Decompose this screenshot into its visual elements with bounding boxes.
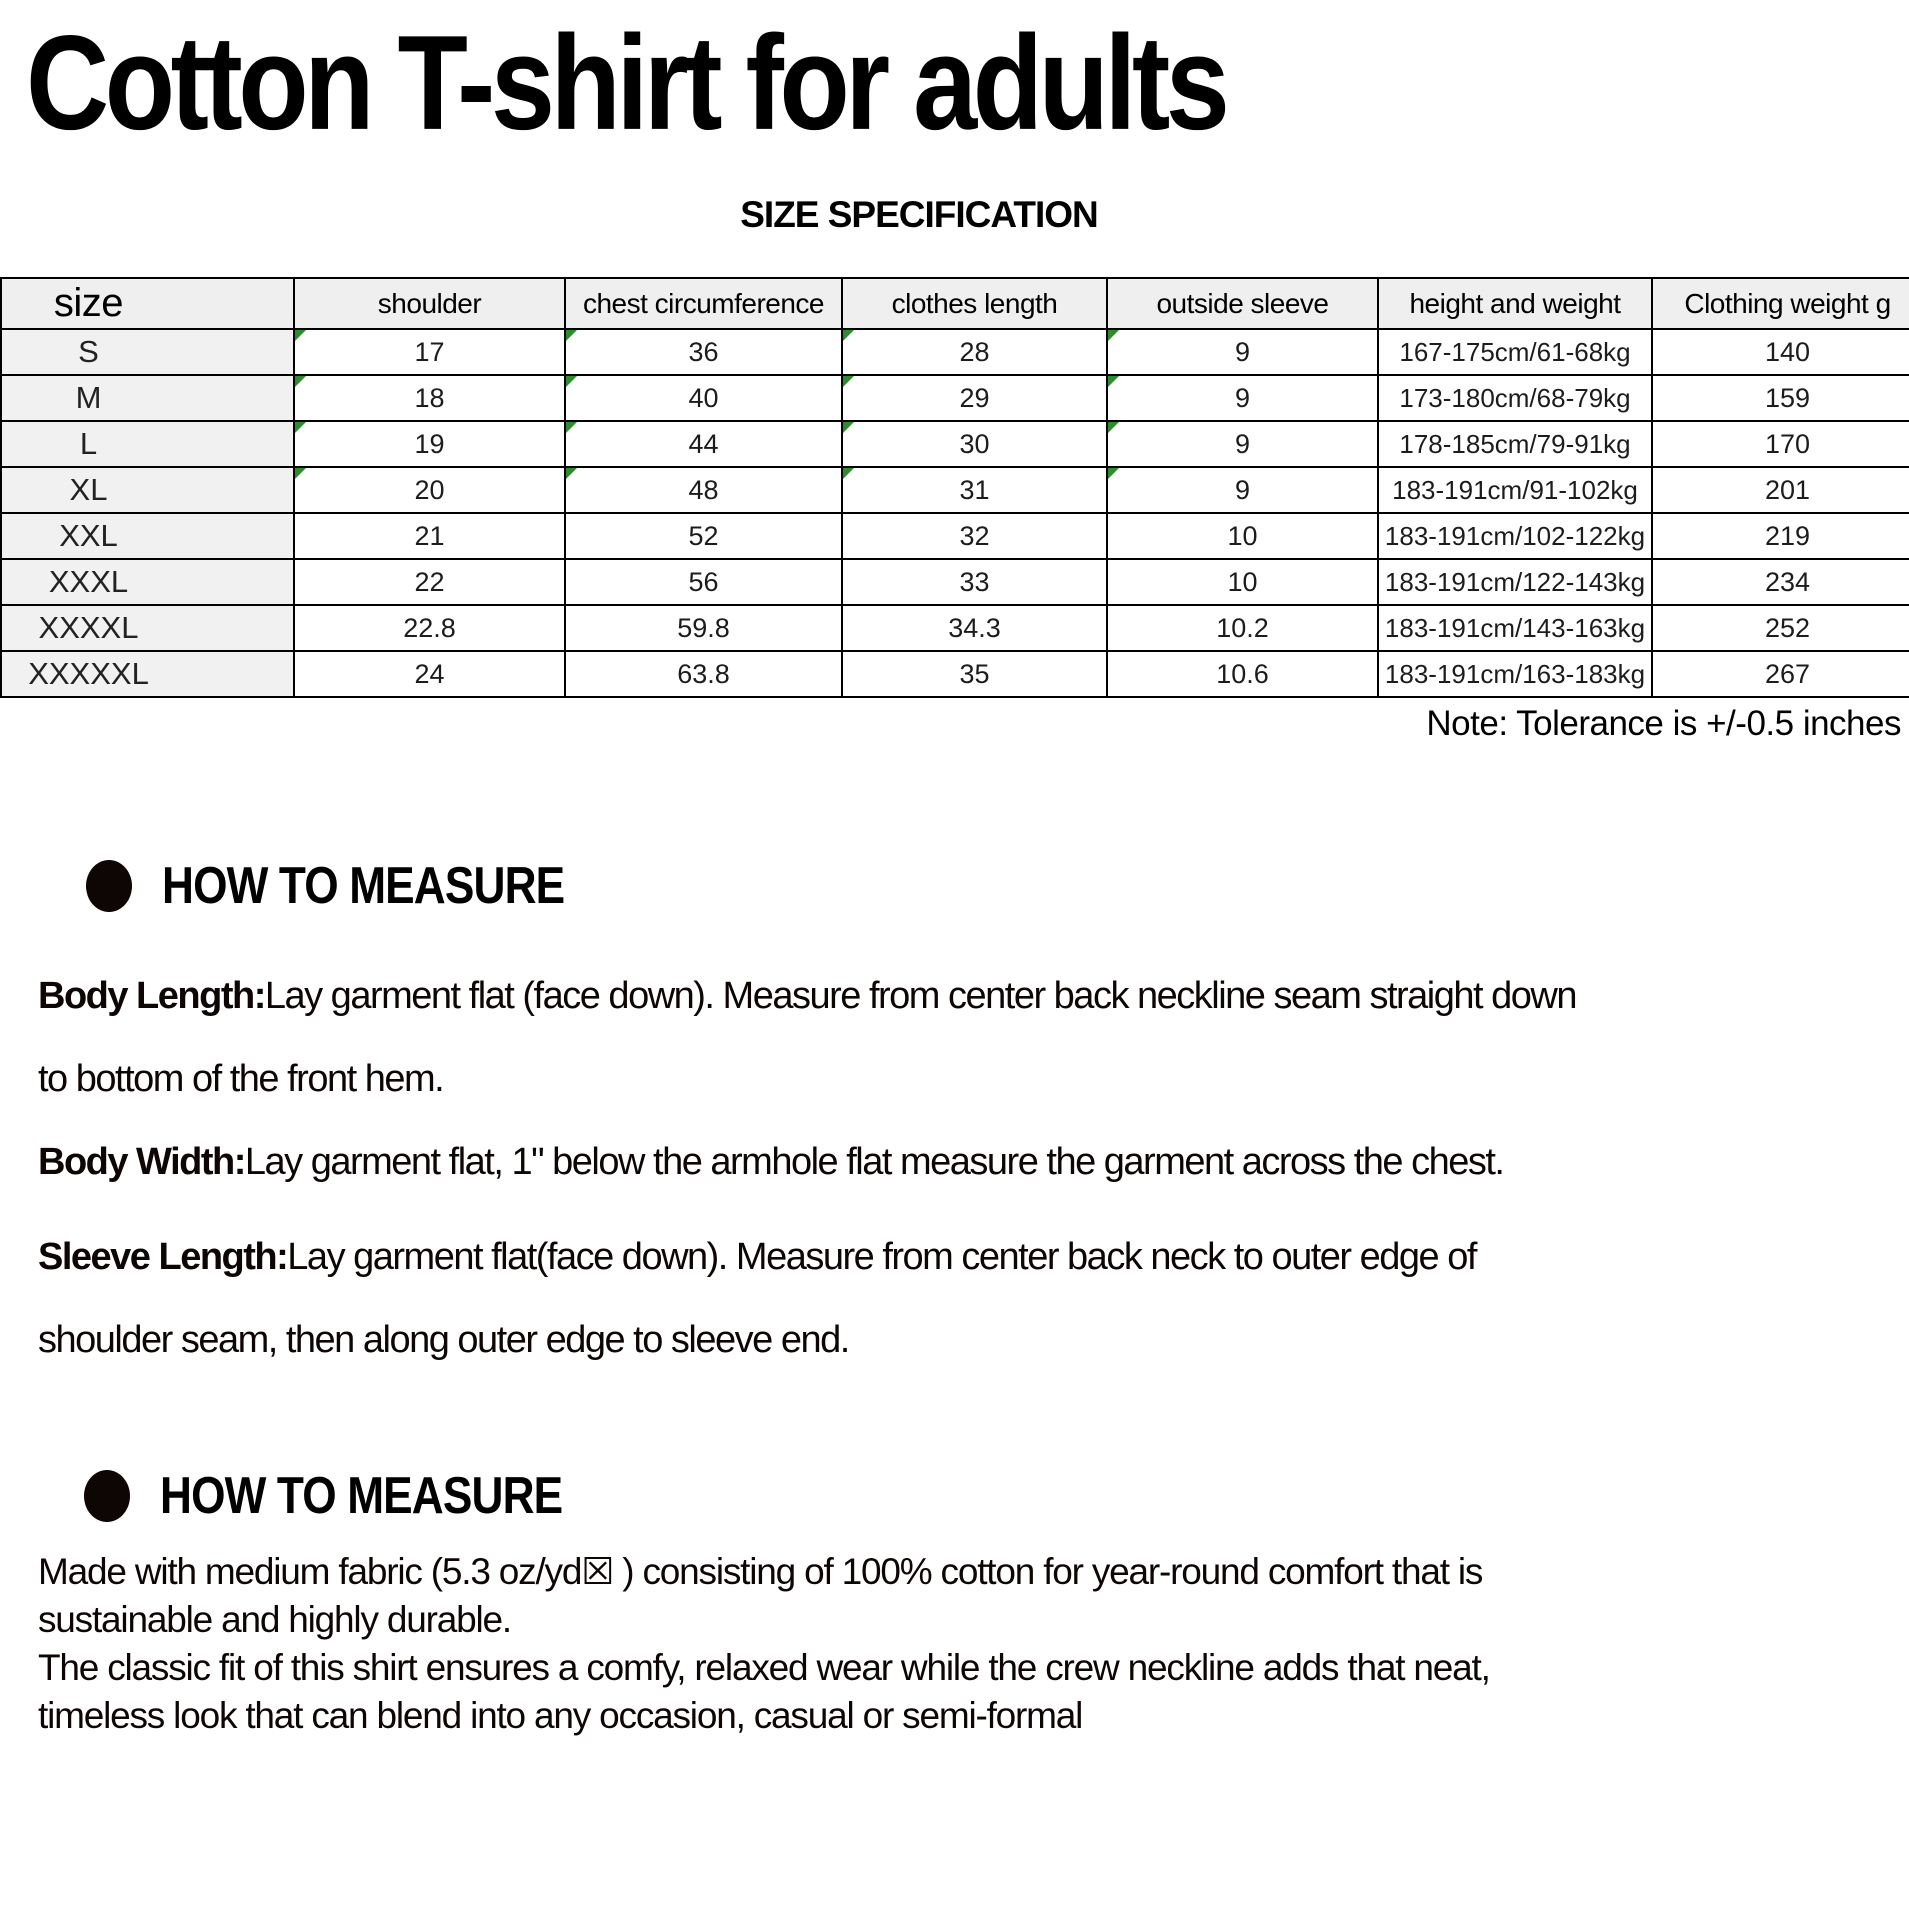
cell-height-weight: 183-191cm/91-102kg — [1378, 467, 1652, 513]
table-row-l — [1, 421, 1909, 467]
cell-size: XXXXXL — [1, 651, 294, 697]
cell-height-weight: 173-180cm/68-79kg — [1378, 375, 1652, 421]
size-specification-table — [0, 277, 1909, 698]
cell-chest — [565, 375, 842, 421]
header-row — [1, 278, 1909, 329]
cell-length: 35 — [842, 651, 1107, 697]
excel-flag-triangle — [843, 468, 854, 479]
table-row-xl — [1, 467, 1909, 513]
cell-value: 48 — [688, 474, 719, 505]
size-specification-subtitle: SIZE SPECIFICATION — [740, 194, 1098, 235]
cell-length: 34.3 — [842, 605, 1107, 651]
excel-flag-triangle — [295, 330, 306, 341]
cell-size: XXXL — [1, 559, 294, 605]
measure-item-body-width — [38, 1121, 1598, 1204]
cell-height-weight: 183-191cm/143-163kg — [1378, 605, 1652, 651]
excel-flag-triangle — [1108, 468, 1119, 479]
cell-size: XXXXL — [1, 605, 294, 651]
measure-item-sleeve-length — [38, 1216, 1598, 1382]
cell-sleeve: 10 — [1107, 513, 1378, 559]
cell-length — [842, 375, 1107, 421]
cell-size: S — [1, 329, 294, 375]
cell-sleeve — [1107, 329, 1378, 375]
cell-shoulder — [294, 421, 565, 467]
cell-clothing-weight: 140 — [1652, 329, 1909, 375]
tolerance-note: Note: Tolerance is +/-0.5 inches — [1426, 704, 1901, 743]
cell-shoulder: 22.8 — [294, 605, 565, 651]
bullet-icon — [84, 1470, 130, 1522]
cell-length — [842, 467, 1107, 513]
measure-item-text: Lay garment flat (face down). Measure from center back neckline seam straight down to bottom of the front hem. — [38, 975, 1576, 1100]
size-table-body — [1, 329, 1909, 697]
measure-item-label: Body Length: — [38, 975, 265, 1017]
cell-value: 20 — [414, 474, 445, 505]
cell-length — [842, 421, 1107, 467]
cell-value: 44 — [688, 428, 719, 459]
cell-height-weight: 178-185cm/79-91kg — [1378, 421, 1652, 467]
col-header-clothes-length: clothes length — [842, 278, 1107, 329]
size-table-header — [1, 278, 1909, 329]
cell-size: XXL — [1, 513, 294, 559]
cell-shoulder — [294, 375, 565, 421]
cell-clothing-weight: 267 — [1652, 651, 1909, 697]
measure-item-body-length — [38, 955, 1598, 1121]
heading-text: HOW TO MEASURE — [162, 857, 565, 915]
cell-length — [842, 329, 1107, 375]
cell-value: 36 — [688, 336, 719, 367]
cell-height-weight: 183-191cm/122-143kg — [1378, 559, 1652, 605]
col-header-height-and-weight: height and weight — [1378, 278, 1652, 329]
cell-sleeve: 10 — [1107, 559, 1378, 605]
col-header-outside-sleeve: outside sleeve — [1107, 278, 1378, 329]
cell-chest: 63.8 — [565, 651, 842, 697]
cell-value: 40 — [688, 382, 719, 413]
cell-height-weight: 183-191cm/102-122kg — [1378, 513, 1652, 559]
cell-length: 33 — [842, 559, 1107, 605]
measure-item-text: Lay garment flat, 1" below the armhole flat measure the garment across the chest. — [244, 1141, 1504, 1183]
cell-sleeve — [1107, 421, 1378, 467]
cell-chest: 59.8 — [565, 605, 842, 651]
measure-item-text: Lay garment flat(face down). Measure from center back neck to outer edge of shoulder seam, then along outer edge to sleeve end. — [38, 1236, 1476, 1361]
measure-item-label: Body Width: — [38, 1141, 245, 1183]
cell-value: 9 — [1234, 382, 1251, 413]
heading-text: HOW TO MEASURE — [160, 1467, 563, 1525]
excel-flag-triangle — [566, 422, 577, 433]
measure-item-label: Sleeve Length: — [38, 1236, 288, 1278]
table-row-m — [1, 375, 1909, 421]
cell-clothing-weight: 170 — [1652, 421, 1909, 467]
table-row-s — [1, 329, 1909, 375]
cell-value: 29 — [959, 382, 990, 413]
cell-height-weight: 183-191cm/163-183kg — [1378, 651, 1652, 697]
cell-chest — [565, 329, 842, 375]
cell-shoulder: 24 — [294, 651, 565, 697]
col-header-size: size — [1, 278, 294, 329]
excel-flag-triangle — [566, 376, 577, 387]
cell-sleeve — [1107, 375, 1378, 421]
cell-shoulder — [294, 329, 565, 375]
excel-flag-triangle — [1108, 376, 1119, 387]
fabric-paragraph: Made with medium fabric (5.3 oz/yd☒ ) consisting of 100% cotton for year-round comfort that is sustainable and highly durable. — [38, 1551, 1483, 1640]
cell-value: 18 — [414, 382, 445, 413]
cell-value: 9 — [1234, 428, 1251, 459]
table-row-xxxxxl — [1, 651, 1909, 697]
page-title: Cotton T-shirt for adults — [26, 8, 1226, 159]
excel-flag-triangle — [295, 376, 306, 387]
cell-shoulder: 21 — [294, 513, 565, 559]
cell-value: 28 — [959, 336, 990, 367]
cell-value: 9 — [1234, 474, 1251, 505]
cell-shoulder — [294, 467, 565, 513]
cell-size: XL — [1, 467, 294, 513]
excel-flag-triangle — [1108, 422, 1119, 433]
excel-flag-triangle — [295, 468, 306, 479]
excel-flag-triangle — [295, 422, 306, 433]
table-row-xxl — [1, 513, 1909, 559]
cell-value: 30 — [959, 428, 990, 459]
cell-clothing-weight: 234 — [1652, 559, 1909, 605]
cell-clothing-weight: 201 — [1652, 467, 1909, 513]
cell-clothing-weight: 252 — [1652, 605, 1909, 651]
excel-flag-triangle — [843, 422, 854, 433]
cell-clothing-weight: 159 — [1652, 375, 1909, 421]
how-to-measure-heading-1 — [86, 856, 635, 916]
cell-chest: 56 — [565, 559, 842, 605]
measure-instructions — [38, 955, 1598, 1382]
col-header-shoulder: shoulder — [294, 278, 565, 329]
cell-size: L — [1, 421, 294, 467]
fabric-description — [38, 1548, 1528, 1740]
cell-size: M — [1, 375, 294, 421]
cell-clothing-weight: 219 — [1652, 513, 1909, 559]
cell-shoulder: 22 — [294, 559, 565, 605]
cell-chest — [565, 467, 842, 513]
fit-paragraph: The classic fit of this shirt ensures a comfy, relaxed wear while the crew neckline adds that neat, timeless look that can blend into any occasion, casual or semi-formal — [38, 1647, 1490, 1736]
excel-flag-triangle — [1108, 330, 1119, 341]
excel-flag-triangle — [843, 330, 854, 341]
excel-flag-triangle — [843, 376, 854, 387]
cell-chest — [565, 421, 842, 467]
table-row-xxxl — [1, 559, 1909, 605]
how-to-measure-heading-2 — [84, 1466, 633, 1526]
table-row-xxxxl — [1, 605, 1909, 651]
cell-value: 9 — [1234, 336, 1251, 367]
col-header-chest-circumference: chest circumference — [565, 278, 842, 329]
cell-value: 19 — [414, 428, 445, 459]
cell-value: 17 — [414, 336, 445, 367]
cell-chest: 52 — [565, 513, 842, 559]
excel-flag-triangle — [566, 468, 577, 479]
cell-sleeve: 10.2 — [1107, 605, 1378, 651]
bullet-icon — [86, 860, 132, 912]
col-header-clothing-weight: Clothing weight g — [1652, 278, 1909, 329]
cell-length: 32 — [842, 513, 1107, 559]
excel-flag-triangle — [566, 330, 577, 341]
cell-height-weight: 167-175cm/61-68kg — [1378, 329, 1652, 375]
cell-sleeve — [1107, 467, 1378, 513]
cell-value: 31 — [959, 474, 990, 505]
cell-sleeve: 10.6 — [1107, 651, 1378, 697]
